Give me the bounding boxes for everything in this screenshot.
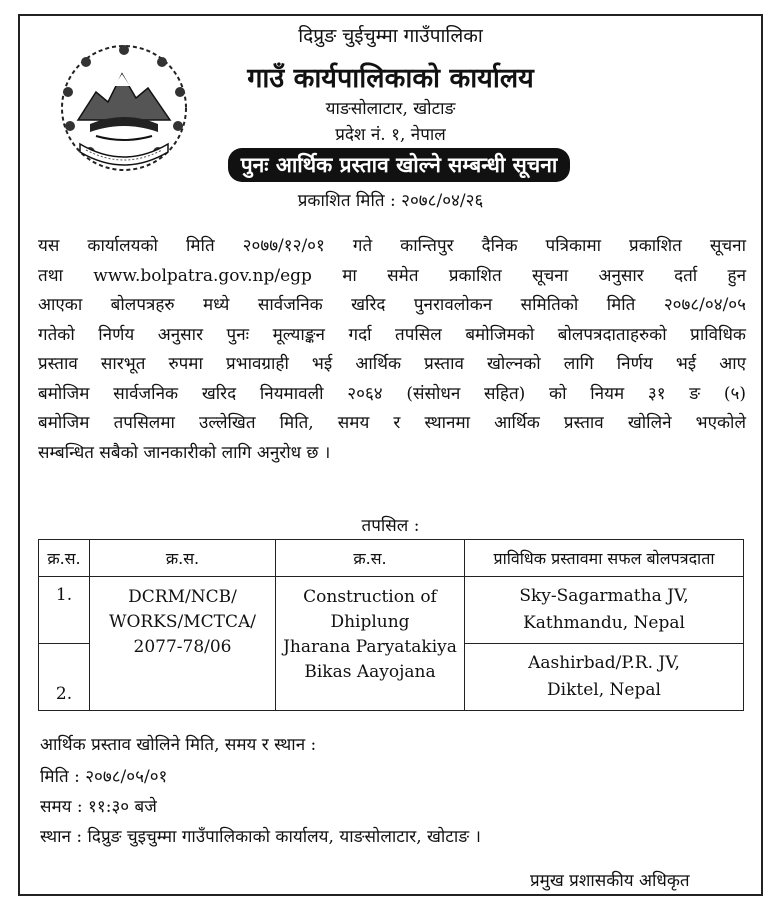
bidder-cell <box>465 577 744 644</box>
opening-time: समय : ११:३० बजे <box>40 797 157 817</box>
bidder-line: Diktel, Nepal <box>547 680 661 700</box>
project-name-cell <box>276 577 465 711</box>
published-date: प्रकाशित मिति : २०७८/०४/२६ <box>297 191 484 211</box>
office-name: गाउँ कार्यपालिकाको कार्यालय <box>247 63 534 94</box>
notice-title: पुनः आर्थिक प्रस्ताव खोल्ने सम्बन्धी सूचना <box>228 148 570 182</box>
body-line: आएका बोलपत्रहरु मध्ये सार्वजनिक खरिद पुनरावलोकन समितिको मिति २०७८/०४/०५ <box>38 295 746 315</box>
contract-number-line: DCRM/NCB/ <box>128 587 237 607</box>
table-header-row <box>39 540 744 577</box>
bidder-line: Kathmandu, Nepal <box>523 613 685 633</box>
opening-heading: आर्थिक प्रस्ताव खोलिने मिति, समय र स्थान : <box>40 735 317 755</box>
signatory-title: प्रमुख प्रशासकीय अधिकृत <box>530 871 690 891</box>
body-line: बमोजिम तपसिलमा उल्लेखित मिति, समय र स्थानमा आर्थिक प्रस्ताव खोलिने भएकोले <box>38 413 746 433</box>
body-line: प्रस्ताव सारभूत रुपमा प्रभावग्राही भई आर्थिक प्रस्ताव खोल्नको लागि निर्णय भई आए <box>38 354 746 374</box>
body-line: गतेको निर्णय अनुसार पुनः मूल्याङ्कन गर्दा तपसिल बमोजिमको बोलपत्रदाताहरुको प्राविधिक <box>38 324 746 345</box>
contract-number-line: 2077-78/06 <box>133 637 232 657</box>
opening-date: मिति : २०७८/०५/०१ <box>40 767 168 787</box>
bidder-table <box>38 539 744 711</box>
serial-number: 2. <box>39 644 90 711</box>
office-location: याङसोलाटार, खोटाङ <box>325 99 456 119</box>
project-name-line: Dhiplung <box>330 612 410 632</box>
column-header: प्राविधिक प्रस्तावमा सफल बोलपत्रदाता <box>465 540 744 577</box>
table-row <box>39 577 744 644</box>
bidder-line: Aashirbad/P.R. JV, <box>528 653 680 673</box>
column-header: क्र.स. <box>39 540 90 577</box>
bidder-cell <box>465 644 744 711</box>
body-line: सम्बन्धित सबैको जानकारीको लागि अनुरोध छ । <box>38 442 331 463</box>
body-line: यस कार्यालयको मिति २०७७/१२/०१ गते कान्तिपुर दैनिक पत्रिकामा प्रकाशित सूचना <box>38 236 746 256</box>
contract-number-line: WORKS/MCTCA/ <box>108 612 257 632</box>
notice-body <box>38 232 746 468</box>
municipality-name: दिप्रुङ चुईचुम्मा गाउँपालिका <box>298 25 483 47</box>
project-name-line: Jharana Paryatakiya <box>283 637 457 657</box>
province: प्रदेश नं. १, नेपाल <box>335 125 446 145</box>
body-line: तथा www.bolpatra.gov.np/egp मा समेत प्रकाशित सूचना अनुसार दर्ता हुन <box>38 265 746 286</box>
bidder-line: Sky-Sagarmatha JV, <box>519 586 689 606</box>
project-name-line: Construction of <box>303 587 437 607</box>
table-title: तपसिल : <box>361 516 420 536</box>
project-name-line: Bikas Aayojana <box>304 662 436 682</box>
opening-place: स्थान : दिप्रुङ चुइचुम्मा गाउँपालिकाको कार्यालय, याङसोलाटार, खोटाङ । <box>40 827 481 847</box>
serial-number: 1. <box>39 577 90 644</box>
column-header: क्र.स. <box>276 540 465 577</box>
column-header: क्र.स. <box>90 540 276 577</box>
body-line: बमोजिम सार्वजनिक खरिद नियमावली २०६४ (संसोधन सहित) को नियम ३१ ङ (५) <box>38 383 746 404</box>
contract-number-cell <box>90 577 276 711</box>
